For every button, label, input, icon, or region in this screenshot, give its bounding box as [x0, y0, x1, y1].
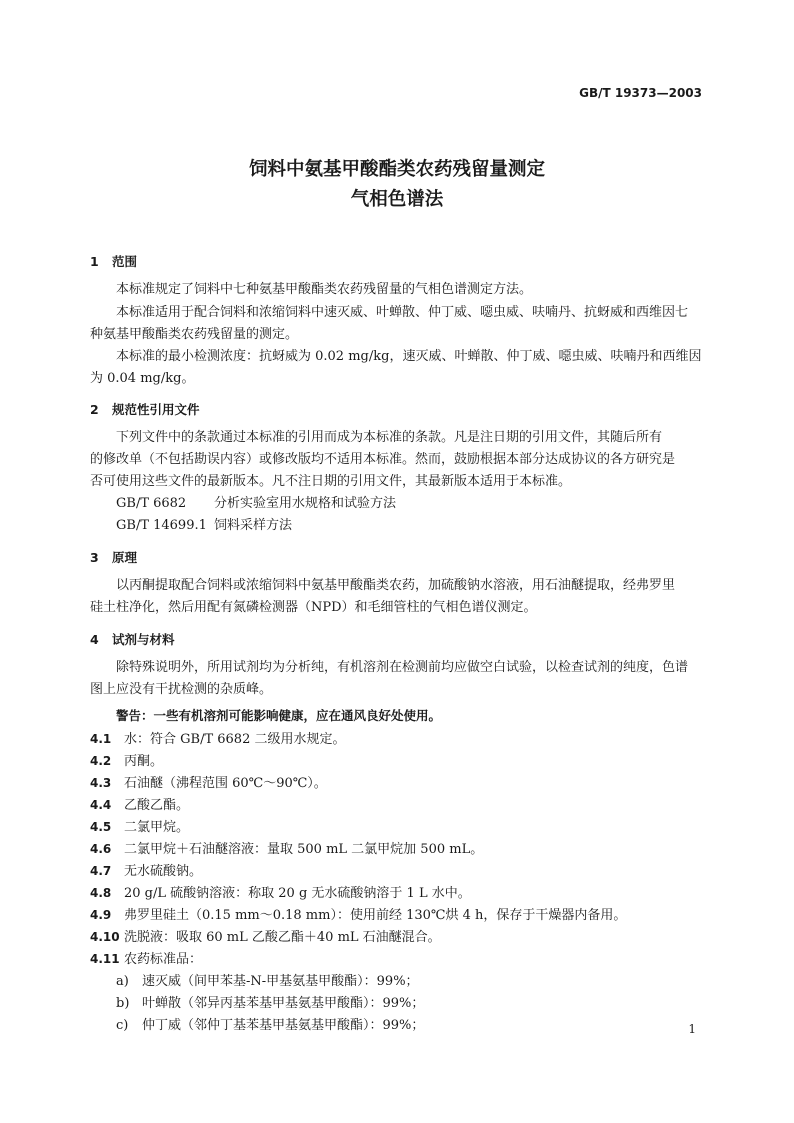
reference-title: 分析实验室用水规格和试验方法 — [214, 496, 397, 511]
document-subtitle: 气相色谱法 — [350, 189, 444, 210]
clause-number: 4.2 — [90, 754, 112, 768]
clause-text: 洗脱液：吸取 60 mL 乙酸乙酯＋40 mL 石油醚混合。 — [124, 930, 441, 945]
sub-item-text: 速灭威（间甲苯基-N-甲基氨基甲酸酯）：99%； — [142, 974, 419, 989]
section-heading-principle — [90, 548, 137, 566]
paragraph-continuation: 种氨基甲酸酯类农药残留量的测定。 — [90, 327, 299, 342]
clause-text: 石油醚（沸程范围 60℃～90℃）。 — [124, 776, 327, 791]
clause-text: 二氯甲烷＋石油醚溶液：量取 500 mL 二氯甲烷加 500 mL。 — [124, 842, 484, 857]
sub-item-marker: b) — [116, 996, 130, 1011]
page-number: 1 — [688, 1022, 696, 1036]
sub-item — [116, 970, 419, 989]
clause-item — [90, 882, 471, 901]
paragraph: 本标准规定了饲料中七种氨基甲酸酯类农药残留量的气相色谱测定方法。 — [116, 282, 533, 297]
reference-code: GB/T 14699.1 — [116, 518, 207, 533]
section-title: 原理 — [112, 550, 138, 565]
clause-item — [90, 838, 483, 857]
clause-text: 二氯甲烷。 — [124, 820, 190, 835]
clause-item — [90, 772, 327, 791]
warning-note: 警告：一些有机溶剂可能影响健康，应在通风良好处使用。 — [116, 708, 442, 723]
section-title: 试剂与材料 — [112, 632, 175, 647]
clause-text: 20 g/L 硫酸钠溶液：称取 20 g 无水硫酸钠溶于 1 L 水中。 — [124, 886, 471, 901]
clause-item — [90, 860, 202, 879]
clause-item — [90, 926, 441, 945]
clause-item — [90, 728, 345, 747]
clause-number: 4.7 — [90, 864, 112, 878]
paragraph-continuation: 否可使用这些文件的最新版本。凡不注日期的引用文件，其最新版本适用于本标准。 — [90, 474, 572, 489]
clause-number: 4.5 — [90, 820, 112, 834]
paragraph: 下列文件中的条款通过本标准的引用而成为本标准的条款。凡是注日期的引用文件，其随后所有 — [116, 430, 663, 445]
clause-item — [90, 750, 163, 769]
clause-text: 农药标准品： — [124, 952, 203, 967]
sub-item-text: 叶蝉散（邻异丙基苯基甲基氨基甲酸酯）：99%； — [142, 996, 425, 1011]
paragraph-continuation: 图上应没有干扰检测的杂质峰。 — [90, 682, 273, 697]
clause-text: 水：符合 GB/T 6682 二级用水规定。 — [124, 732, 346, 747]
clause-item — [90, 904, 626, 923]
section-heading-normative-references — [90, 400, 200, 418]
reference-code: GB/T 6682 — [116, 496, 187, 511]
paragraph: 除特殊说明外，所用试剂均为分析纯，有机溶剂在检测前均应做空白试验，以检查试剂的纯度，色谱 — [116, 660, 689, 675]
clause-number: 4.9 — [90, 908, 112, 922]
paragraph: 以丙酮提取配合饲料或浓缩饲料中氨基甲酸酯类农药，加硫酸钠水溶液，用石油醚提取，经弗罗里 — [116, 578, 676, 593]
section-number: 2 — [90, 402, 99, 417]
sub-item — [116, 1014, 424, 1033]
clause-item — [90, 816, 189, 835]
clause-number: 4.4 — [90, 798, 112, 812]
clause-number: 4.3 — [90, 776, 112, 790]
section-heading-reagents — [90, 630, 175, 648]
document-title: 饲料中氨基甲酸酯类农药残留量测定 — [248, 159, 545, 180]
clause-text: 无水硫酸钠。 — [124, 864, 203, 879]
standard-number: GB/T 19373—2003 — [579, 86, 702, 100]
section-number: 3 — [90, 550, 99, 565]
paragraph-continuation: 的修改单（不包括勘误内容）或修改版均不适用本标准。然而，鼓励根据本部分达成协议的各方研究是 — [90, 452, 676, 467]
clause-item — [90, 794, 189, 813]
clause-text: 乙酸乙酯。 — [124, 798, 190, 813]
section-number: 4 — [90, 632, 99, 647]
paragraph: 本标准的最小检测浓度：抗蚜威为 0.02 mg/kg，速灭威、叶蝉散、仲丁威、噁虫威、呋喃丹和西维因 — [116, 349, 702, 364]
clause-number: 4.6 — [90, 842, 112, 856]
sub-item-marker: c) — [116, 1018, 129, 1033]
sub-item-marker: a) — [116, 974, 129, 989]
section-title: 范围 — [112, 254, 138, 269]
reference-title: 饲料采样方法 — [214, 518, 293, 533]
sub-item-text: 仲丁威（邻仲丁基苯基甲基氨基甲酸酯）：99%； — [142, 1018, 425, 1033]
clause-text: 弗罗里硅土（0.15 mm～0.18 mm）：使用前经 130℃烘 4 h，保存于干燥器内备用。 — [124, 908, 627, 923]
section-title: 规范性引用文件 — [112, 402, 200, 417]
section-number: 1 — [90, 254, 99, 269]
reference-item — [116, 515, 292, 536]
reference-item — [116, 493, 396, 514]
sub-item — [116, 992, 424, 1011]
clause-number: 4.8 — [90, 886, 112, 900]
clause-number: 4.10 — [90, 930, 120, 944]
paragraph-continuation: 为 0.04 mg/kg。 — [90, 371, 195, 386]
paragraph: 本标准适用于配合饲料和浓缩饲料中速灭威、叶蝉散、仲丁威、噁虫威、呋喃丹、抗蚜威和西维因七 — [116, 305, 689, 320]
clause-text: 丙酮。 — [124, 754, 164, 769]
clause-number: 4.1 — [90, 732, 112, 746]
clause-item — [90, 948, 202, 967]
clause-number: 4.11 — [90, 952, 120, 966]
section-heading-scope — [90, 252, 137, 270]
paragraph-continuation: 硅土柱净化，然后用配有氮磷检测器（NPD）和毛细管柱的气相色谱仪测定。 — [90, 600, 537, 615]
